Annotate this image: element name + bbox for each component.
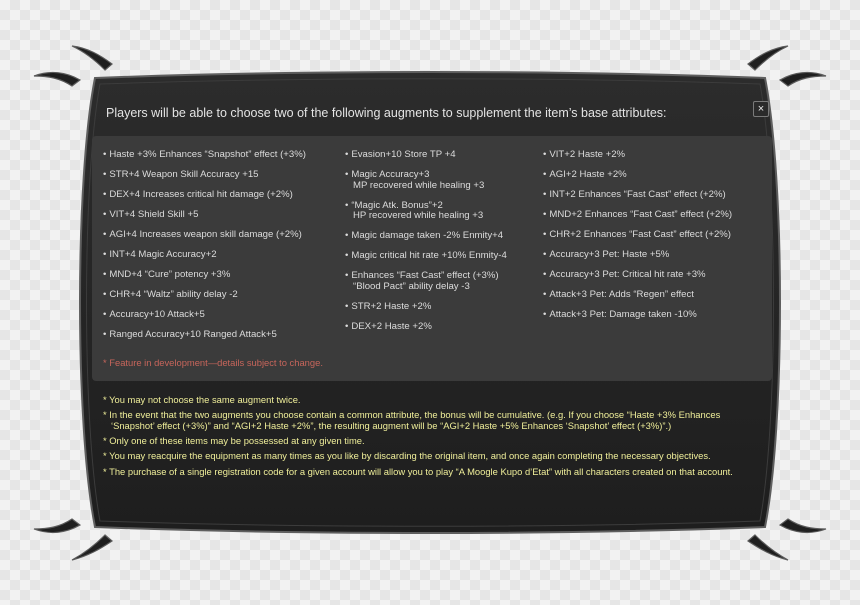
note-item: * You may not choose the same augment twice. [103,395,765,405]
augment-line-1: “Magic Atk. Bonus”+2 [351,199,443,211]
note-item: * The purchase of a single registration code for a given account will allow you to play “A Moogle Kupo d’Etat” with all characters created on that account. [103,467,765,477]
list-item [345,201,507,222]
development-note: * Feature in development—details subject to change. [103,357,323,368]
list-item [345,251,507,262]
list-item: • Attack+3 Pet: Adds “Regen” effect [543,290,732,301]
augment-column-2 [345,150,507,342]
list-item [345,150,507,161]
augment-line-2: HP recovered while healing +3 [353,210,484,221]
list-item: • STR+4 Weapon Skill Accuracy +15 [103,170,306,181]
augments-panel [92,136,772,381]
list-item: • CHR+2 Enhances “Fast Cast” effect (+2%) [543,230,732,241]
list-item [345,231,507,242]
list-item: • MND+2 Enhances “Fast Cast” effect (+2%) [543,210,732,221]
augment-line-1: Magic critical hit rate +10% Enmity-4 [351,250,507,261]
augment-line-2: “Blood Pact” ability delay -3 [353,280,470,292]
augment-column-1 [103,150,306,350]
list-item: • Accuracy+3 Pet: Critical hit rate +3% [543,270,732,281]
list-item: • INT+2 Enhances “Fast Cast” effect (+2%) [543,190,732,201]
list-item: • Haste +3% Enhances “Snapshot” effect (+3%) [103,150,306,161]
close-button[interactable]: × [753,101,769,117]
note-item: * In the event that the two augments you choose contain a common attribute, the bonus will be cumulative. (e.g. If you choose “Haste +3% Enhances ‘Snapshot’ effect (+3%)” and “AGI+2 Haste +2%”, the resulting augment will be “AGI+2 Haste +5% Enhances ‘Snapshot’ effect (+3%)”.) [103,410,765,430]
list-item: • MND+4 “Cure” potency +3% [103,270,306,281]
list-item: • VIT+2 Haste +2% [543,150,732,161]
augment-column-3 [543,150,732,330]
list-item: • AGI+4 Increases weapon skill damage (+2%) [103,230,306,241]
list-item: • AGI+2 Haste +2% [543,170,732,181]
augment-line-1: Magic Accuracy+3 [351,169,430,180]
notes-list [103,395,765,482]
list-item: • Accuracy+10 Attack+5 [103,310,306,321]
augment-line-1: STR+2 Haste +2% [351,300,432,312]
list-item [345,302,507,313]
dialog-title: Players will be able to choose two of the following augments to supplement the item’s base attributes: [106,106,667,120]
list-item [345,271,507,292]
list-item [345,170,507,191]
list-item: • Attack+3 Pet: Damage taken -10% [543,310,732,321]
augment-line-1: Enhances “Fast Cast” effect (+3%) [351,270,499,281]
augment-line-2: MP recovered while healing +3 [353,179,485,191]
augment-line-1: DEX+2 Haste +2% [351,320,432,332]
list-item: • DEX+4 Increases critical hit damage (+2%) [103,190,306,201]
list-item: • CHR+4 “Waltz” ability delay -2 [103,290,306,301]
list-item: • Ranged Accuracy+10 Ranged Attack+5 [103,330,306,341]
note-item: * Only one of these items may be possessed at any given time. [103,436,765,446]
augment-line-1: Evasion+10 Store TP +4 [351,149,456,160]
list-item: • Accuracy+3 Pet: Haste +5% [543,250,732,261]
augment-line-1: Magic damage taken -2% Enmity+4 [351,230,504,241]
note-item: * You may reacquire the equipment as many times as you like by discarding the original item, and once again completing the necessary objectives. [103,451,765,461]
list-item: • INT+4 Magic Accuracy+2 [103,250,306,261]
list-item [345,322,507,333]
list-item: • VIT+4 Shield Skill +5 [103,210,306,221]
